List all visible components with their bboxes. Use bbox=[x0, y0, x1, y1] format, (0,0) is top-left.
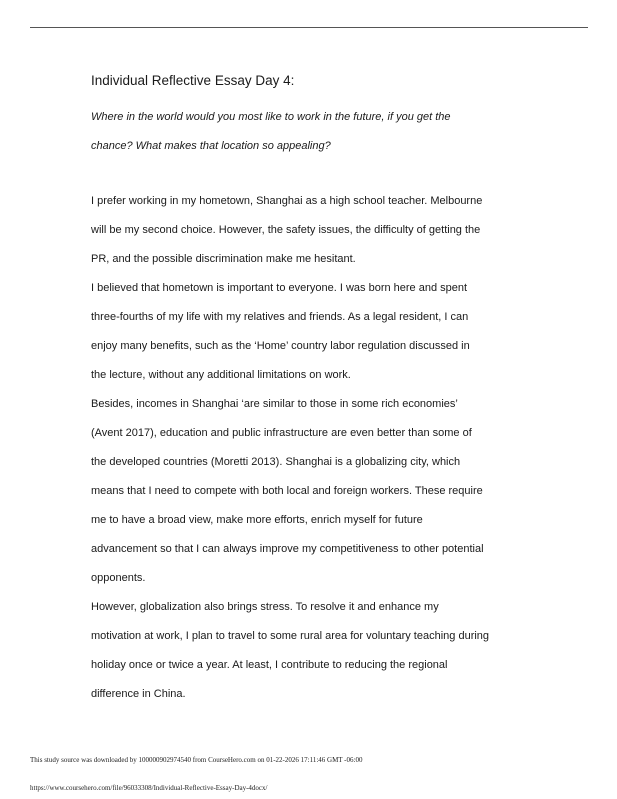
essay-body-line: three-fourths of my life with my relatives and friends. As a legal resident, I can bbox=[91, 311, 469, 323]
paragraph-spacer bbox=[91, 161, 531, 187]
essay-body-line: holiday once or twice a year. At least, I contribute to reducing the regional bbox=[91, 659, 448, 671]
essay-body-line: opponents. bbox=[91, 572, 146, 584]
essay-body-line: difference in China. bbox=[91, 688, 186, 700]
essay-question-line: Where in the world would you most like to work in the future, if you get the bbox=[91, 111, 451, 123]
essay-body-line: However, globalization also brings stress. To resolve it and enhance my bbox=[91, 601, 439, 613]
essay-body-line: the developed countries (Moretti 2013). Shanghai is a globalizing city, which bbox=[91, 456, 461, 468]
essay-body-line: the lecture, without any additional limitations on work. bbox=[91, 369, 351, 381]
essay-body-line: (Avent 2017), education and public infrastructure are even better than some of bbox=[91, 427, 472, 439]
essay-title: Individual Reflective Essay Day 4: bbox=[91, 73, 295, 88]
essay-body-line: advancement so that I can always improve my competitiveness to other potential bbox=[91, 543, 484, 555]
essay-body-line: motivation at work, I plan to travel to some rural area for voluntary teaching during bbox=[91, 630, 490, 642]
page-top-divider bbox=[30, 27, 588, 28]
essay-body-line: I believed that hometown is important to everyone. I was born here and spent bbox=[91, 282, 468, 294]
essay-body-line: will be my second choice. However, the safety issues, the difficulty of getting the bbox=[91, 224, 481, 236]
essay-body-line: enjoy many benefits, such as the ‘Home’ country labor regulation discussed in bbox=[91, 340, 470, 352]
download-notice: This study source was downloaded by 100000902974540 from CourseHero.com on 01-22-2026 17:11:46 GMT -06:00 bbox=[30, 756, 363, 764]
essay-body-line: Besides, incomes in Shanghai ‘are similar to those in some rich economies’ bbox=[91, 398, 458, 410]
essay-question-line: chance? What makes that location so appealing? bbox=[91, 140, 331, 152]
essay-body-line: me to have a broad view, make more efforts, enrich myself for future bbox=[91, 514, 423, 526]
essay-body-line: PR, and the possible discrimination make me hesitant. bbox=[91, 253, 356, 265]
essay-content bbox=[91, 71, 531, 709]
source-url-link[interactable]: https://www.coursehero.com/file/96033308/Individual-Reflective-Essay-Day-4docx/ bbox=[30, 784, 268, 792]
essay-body-line: means that I need to compete with both local and foreign workers. These require bbox=[91, 485, 483, 497]
essay-body-line: I prefer working in my hometown, Shanghai as a high school teacher. Melbourne bbox=[91, 195, 483, 207]
